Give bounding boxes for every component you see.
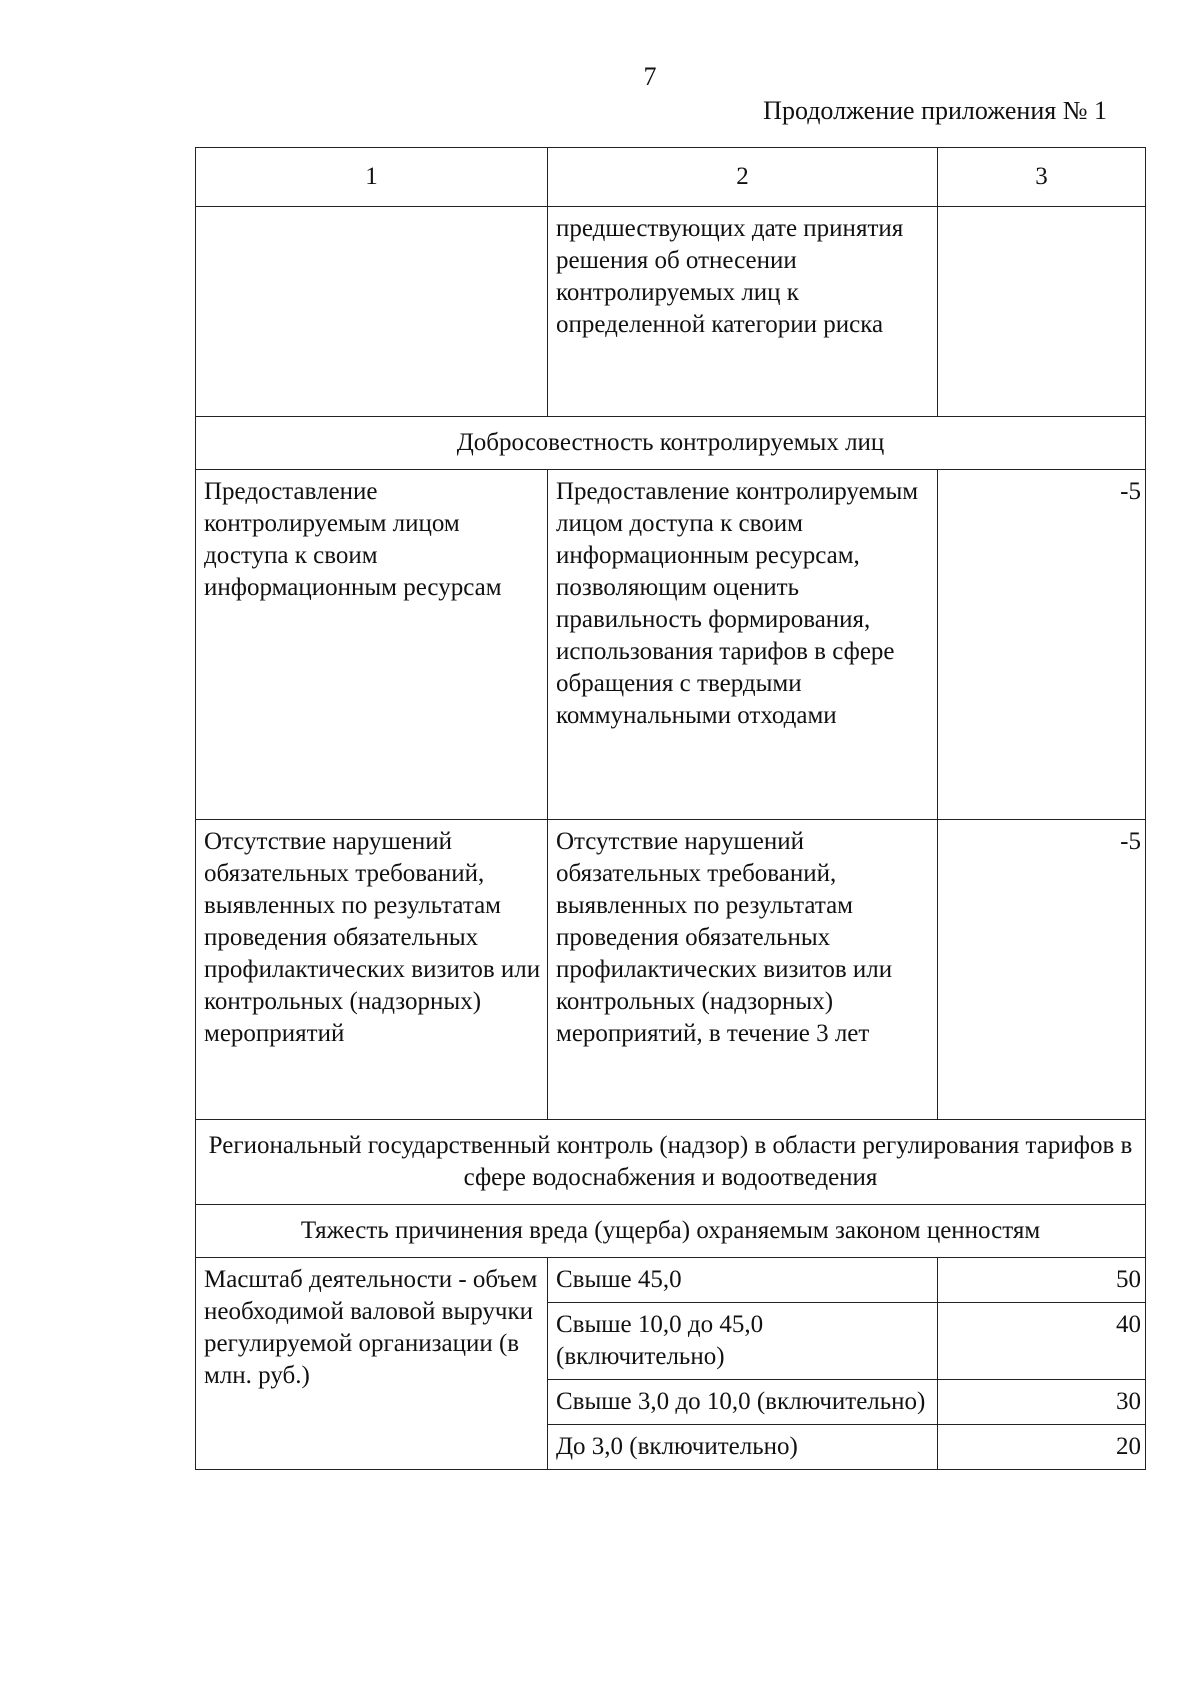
table-row (196, 207, 1146, 417)
description-cell: Предоставление контролируемым лицом доступа к своим информационным ресурсам, позволяющим оценить правильность формирования, использования тарифов в сфере обращения с твердыми коммунальными отходами (548, 470, 938, 820)
range-cell: Свыше 10,0 до 45,0 (включительно) (548, 1303, 938, 1380)
points-cell (938, 207, 1146, 417)
range-cell: Свыше 45,0 (548, 1258, 938, 1303)
points-cell: 50 (938, 1258, 1146, 1303)
section-header-row (196, 1120, 1146, 1205)
points-cell: -5 (938, 820, 1146, 1120)
section-header-row (196, 1205, 1146, 1258)
page-number: 7 (643, 62, 657, 91)
scale-label-cell: Масштаб деятельности - объем необходимой валовой выручки регулируемой организации (в млн. руб.) (196, 1258, 548, 1470)
criterion-cell: Предоставление контролируемым лицом доступа к своим информационным ресурсам (196, 470, 548, 820)
section-header-regional-control: Региональный государственный контроль (надзор) в области регулирования тарифов в сфере водоснабжения и водоотведения (196, 1120, 1146, 1205)
criterion-cell (196, 207, 548, 417)
table-row (196, 820, 1146, 1120)
section-header-severity: Тяжесть причинения вреда (ущерба) охраняемым законом ценностям (196, 1205, 1146, 1258)
points-cell: 40 (938, 1303, 1146, 1380)
section-header-row (196, 417, 1146, 470)
table-row (196, 1258, 1146, 1303)
continuation-label: Продолжение приложения № 1 (763, 96, 1107, 125)
column-header-row (196, 148, 1146, 207)
table-row (196, 470, 1146, 820)
column-header-3: 3 (938, 148, 1146, 207)
points-cell: -5 (938, 470, 1146, 820)
points-cell: 20 (938, 1425, 1146, 1470)
criteria-table (195, 147, 1146, 1470)
range-cell: До 3,0 (включительно) (548, 1425, 938, 1470)
description-cell: предшествующих дате принятия решения об отнесении контролируемых лиц к определенной категории риска (548, 207, 938, 417)
points-cell: 30 (938, 1380, 1146, 1425)
description-cell: Отсутствие нарушений обязательных требований, выявленных по результатам проведения обязательных профилактических визитов или контрольных (надзорных) мероприятий, в течение 3 лет (548, 820, 938, 1120)
column-header-1: 1 (196, 148, 548, 207)
section-header-good-faith: Добросовестность контролируемых лиц (196, 417, 1146, 470)
criterion-cell: Отсутствие нарушений обязательных требований, выявленных по результатам проведения обязательных профилактических визитов или контрольных (надзорных) мероприятий (196, 820, 548, 1120)
column-header-2: 2 (548, 148, 938, 207)
range-cell: Свыше 3,0 до 10,0 (включительно) (548, 1380, 938, 1425)
